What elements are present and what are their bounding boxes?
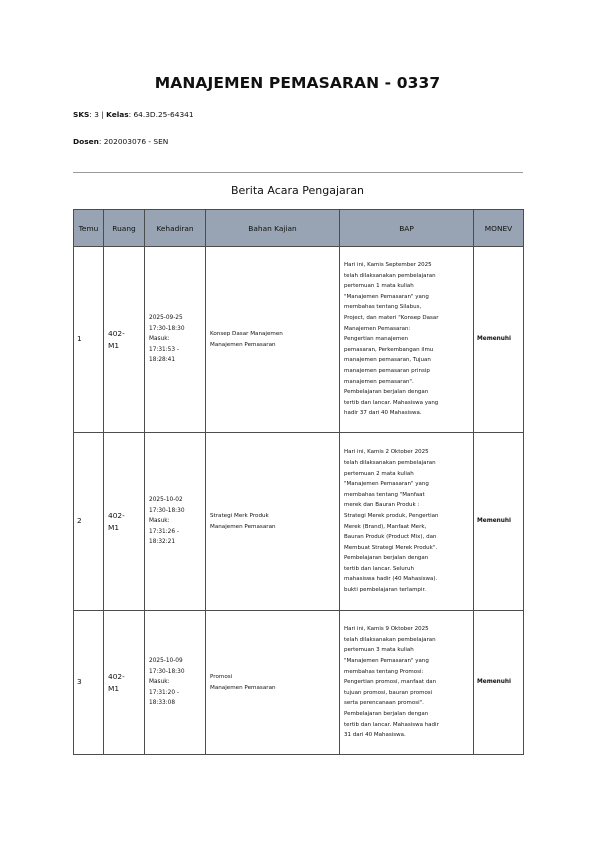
bap-line: tujuan promosi, bauran promosi bbox=[344, 689, 433, 696]
bahan-topic: Promosi bbox=[210, 673, 233, 680]
bap-line: hadir 37 dari 40 Mahasiswa. bbox=[344, 410, 422, 417]
kelas-value: : 64.3D.25-64341 bbox=[128, 110, 194, 119]
bap-line: bukti pembelajaran terlampir. bbox=[344, 587, 426, 594]
bap-line: membahas tentang Silabus, bbox=[344, 304, 422, 311]
cell-kehadiran bbox=[145, 247, 206, 433]
course-info bbox=[73, 110, 194, 119]
table-header-row bbox=[74, 210, 524, 247]
bap-line: pertemuan 2 mata kuliah bbox=[344, 470, 414, 477]
cell-bahan-kajian bbox=[206, 247, 340, 433]
dosen-label: Dosen bbox=[73, 137, 99, 146]
ruang-line: M1 bbox=[108, 340, 120, 350]
bap-line: pemasaran, Perkembangan ilmu bbox=[344, 346, 434, 353]
bap-line: Pembelajaran berjalan dengan bbox=[344, 555, 429, 562]
kehadiran-in-time: 17:31:26 - bbox=[149, 528, 179, 535]
cell-temu: 1 bbox=[74, 247, 104, 433]
bap-line: telah dilaksanakan pembelajaran bbox=[344, 459, 436, 466]
bap-line: telah dilaksanakan pembelajaran bbox=[344, 636, 436, 643]
bap-line: manajemen pemasaran". bbox=[344, 378, 414, 385]
section-title: Berita Acara Pengajaran bbox=[230, 184, 365, 197]
bap-line: Hari ini, Kamis September 2025 bbox=[344, 262, 432, 269]
bap-line: 31 dari 40 Mahasiswa. bbox=[344, 732, 406, 739]
cell-ruang bbox=[104, 611, 145, 755]
bap-line: manajemen pemasaran prinsip bbox=[344, 367, 430, 374]
bap-line: Merek (Brand), Manfaat Merk, bbox=[344, 523, 427, 530]
bap-line: manajemen pemasaran, Tujuan bbox=[344, 357, 431, 364]
cell-bahan-kajian bbox=[206, 433, 340, 611]
lecturer-info bbox=[73, 137, 168, 146]
bap-line: Manajemen Pemasaran: bbox=[344, 325, 411, 332]
bap-line: mahasiswa hadir (40 Mahasiswa). bbox=[344, 576, 438, 583]
bap-line: "Manajemen Pemasaran" yang bbox=[344, 293, 429, 300]
kehadiran-out-time: 18:28:41 bbox=[149, 357, 176, 364]
ruang-line: 402- bbox=[108, 510, 125, 520]
column-header-monev: MONEV bbox=[474, 210, 524, 247]
kehadiran-out-time: 18:33:08 bbox=[149, 700, 176, 707]
cell-ruang bbox=[104, 433, 145, 611]
bap-line: merek dan Bauran Produk : bbox=[344, 502, 420, 509]
bap-line: serta perencanaan promosi". bbox=[344, 700, 424, 707]
bap-line: Pengertian promosi, manfaat dan bbox=[344, 679, 437, 686]
ruang-line: 402- bbox=[108, 671, 125, 681]
ruang-line: M1 bbox=[108, 683, 120, 693]
bap-line: Strategi Merek produk, Pengertian bbox=[344, 512, 439, 519]
cell-bap bbox=[340, 433, 474, 611]
bap-line: pertemuan 1 mata kuliah bbox=[344, 283, 414, 290]
bahan-topic: Strategi Merk Produk bbox=[210, 512, 269, 519]
cell-temu: 3 bbox=[74, 611, 104, 755]
bap-line: telah dilaksanakan pembelajaran bbox=[344, 272, 436, 279]
kehadiran-schedule: 17:30-18:30 bbox=[149, 325, 185, 332]
ruang-line: M1 bbox=[108, 522, 120, 532]
kehadiran-in-time: 17:31:53 - bbox=[149, 346, 179, 353]
divider bbox=[73, 172, 523, 173]
kehadiran-schedule: 17:30-18:30 bbox=[149, 668, 185, 675]
sks-value: : 3 | bbox=[89, 110, 107, 119]
bap-line: Pembelajaran berjalan dengan bbox=[344, 389, 429, 396]
column-header-ruang: Ruang bbox=[104, 210, 145, 247]
kehadiran-in-time: 17:31:20 - bbox=[149, 689, 179, 696]
bahan-course: Manajemen Pemasaran bbox=[210, 341, 276, 348]
page-title: MANAJEMEN PEMASARAN - 0337 bbox=[154, 74, 441, 92]
bap-line: Hari ini, Kamis 2 Oktober 2025 bbox=[344, 449, 429, 456]
bahan-course: Manajemen Pemasaran bbox=[210, 684, 276, 691]
bap-line: tertib dan lancar. Seluruh bbox=[344, 565, 414, 572]
kehadiran-masuk-label: Masuk: bbox=[149, 336, 170, 343]
ruang-line: 402- bbox=[108, 328, 125, 338]
bap-line: membahas tentang Promosi: bbox=[344, 668, 424, 675]
table-row bbox=[74, 433, 524, 611]
sks-label: SKS bbox=[73, 110, 90, 119]
teaching-record-table bbox=[73, 209, 524, 755]
kelas-label: Kelas bbox=[106, 110, 129, 119]
bap-line: tertib dan lancar. Mahasiswa hadir bbox=[344, 721, 439, 728]
kehadiran-date: 2025-09-25 bbox=[149, 315, 183, 322]
cell-monev: Memenuhi bbox=[474, 247, 524, 433]
table-row bbox=[74, 247, 524, 433]
kehadiran-date: 2025-10-09 bbox=[149, 658, 183, 665]
dosen-value: : 202003076 - SEN bbox=[98, 137, 169, 146]
column-header-temu: Temu bbox=[74, 210, 104, 247]
bap-line: Pengertian manajemen bbox=[344, 336, 409, 343]
cell-temu: 2 bbox=[74, 433, 104, 611]
bap-line: pertemuan 3 mata kuliah bbox=[344, 647, 414, 654]
bap-line: "Manajemen Pemasaran" yang bbox=[344, 658, 429, 665]
bap-line: Hari ini, Kamis 9 Oktober 2025 bbox=[344, 626, 429, 633]
bap-line: Project, dan materi "Konsep Dasar bbox=[344, 315, 439, 322]
cell-bap bbox=[340, 247, 474, 433]
bap-line: Pembelajaran berjalan dengan bbox=[344, 710, 429, 717]
bahan-topic: Konsep Dasar Manajemen bbox=[210, 330, 283, 337]
kehadiran-out-time: 18:32:21 bbox=[149, 539, 176, 546]
bap-line: "Manajemen Pemasaran" yang bbox=[344, 481, 429, 488]
bahan-course: Manajemen Pemasaran bbox=[210, 523, 276, 530]
bap-line: Membuat Strategi Merek Produk". bbox=[344, 544, 438, 551]
cell-kehadiran bbox=[145, 433, 206, 611]
table-row bbox=[74, 611, 524, 755]
cell-ruang bbox=[104, 247, 145, 433]
column-header-bahan-kajian: Bahan Kajian bbox=[206, 210, 340, 247]
kehadiran-masuk-label: Masuk: bbox=[149, 679, 170, 686]
kehadiran-schedule: 17:30-18:30 bbox=[149, 507, 185, 514]
kehadiran-masuk-label: Masuk: bbox=[149, 518, 170, 525]
cell-monev: Memenuhi bbox=[474, 433, 524, 611]
cell-bap bbox=[340, 611, 474, 755]
bap-line: tertib dan lancar. Mahasiswa yang bbox=[344, 399, 439, 406]
cell-bahan-kajian bbox=[206, 611, 340, 755]
column-header-kehadiran: Kehadiran bbox=[145, 210, 206, 247]
bap-line: membahas tentang "Manfaat bbox=[344, 491, 425, 498]
cell-monev: Memenuhi bbox=[474, 611, 524, 755]
column-header-bap: BAP bbox=[340, 210, 474, 247]
bap-line: Bauran Produk (Product Mix), dan bbox=[344, 534, 437, 541]
cell-kehadiran bbox=[145, 611, 206, 755]
kehadiran-date: 2025-10-02 bbox=[149, 497, 183, 504]
